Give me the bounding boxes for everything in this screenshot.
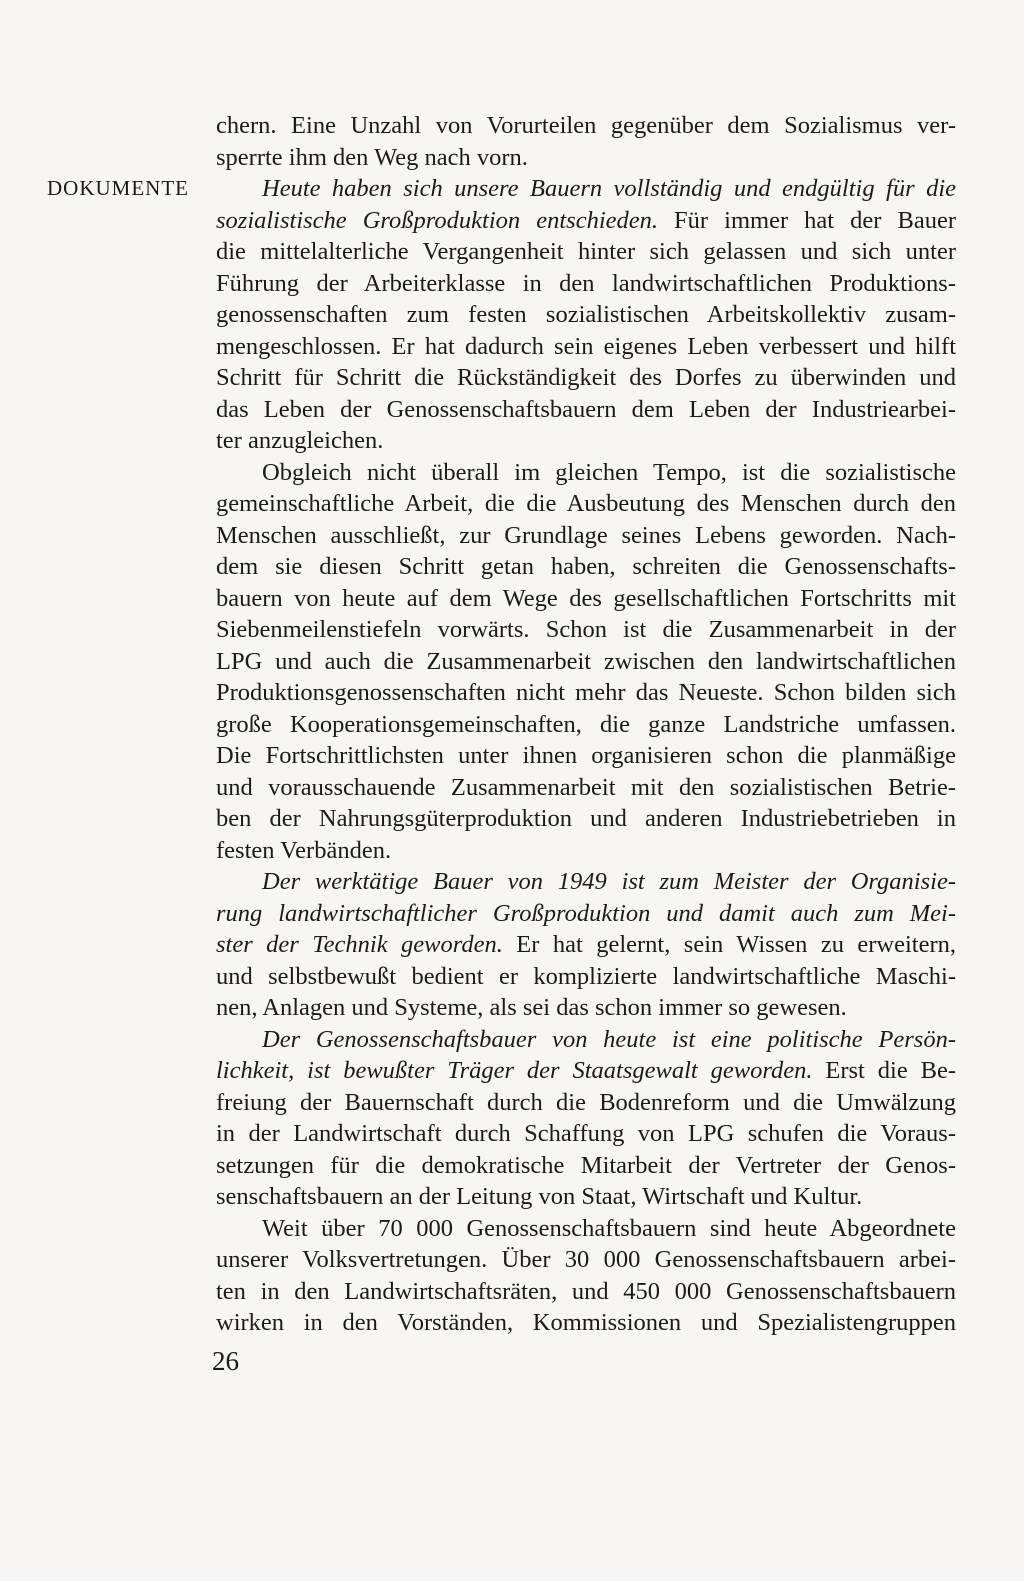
text-segment: in der Landwirtschaft durch Schaffung von LPG schufen die Voraus- xyxy=(216,1120,956,1147)
text-segment: Produktionsgenossenschaften nicht mehr das Neueste. Schon bilden sich xyxy=(216,679,956,706)
text-line xyxy=(216,709,956,741)
text-line xyxy=(216,772,956,804)
text-line xyxy=(216,205,956,237)
text-segment: sperrte ihm den Weg nach vorn. xyxy=(216,143,528,171)
text-line xyxy=(216,1213,956,1245)
text-line xyxy=(216,898,956,930)
italic-text-segment: Der Genossenschaftsbauer von heute ist eine politische Persön- xyxy=(262,1025,956,1053)
text-line xyxy=(216,142,956,174)
text-line xyxy=(216,1118,956,1150)
text-line xyxy=(216,1181,956,1213)
text-line xyxy=(216,236,956,268)
text-line xyxy=(216,457,956,489)
text-line xyxy=(216,583,956,615)
text-line xyxy=(216,961,956,993)
text-segment: Die Fortschrittlichsten unter ihnen organisieren schon die planmäßige xyxy=(216,742,956,769)
text-segment: freiung der Bauernschaft durch die Bodenreform und die Umwälzung xyxy=(216,1088,956,1116)
text-segment: dem sie diesen Schritt getan haben, schreiten die Genossenschafts- xyxy=(216,553,956,580)
text-line xyxy=(216,299,956,331)
text-segment: senschaftsbauern an der Leitung von Staat, Wirtschaft und Kultur. xyxy=(216,1183,863,1210)
text-line xyxy=(216,1307,956,1339)
text-segment: unserer Volksvertretungen. Über 30 000 Genossenschaftsbauern arbei- xyxy=(216,1246,956,1273)
text-segment: mengeschlossen. Er hat dadurch sein eigenes Leben verbessert und hilft xyxy=(216,332,956,360)
italic-text-segment: rung landwirtschaftlicher Großproduktion und damit auch zum Mei- xyxy=(216,899,956,927)
text-segment: Erst die Be- xyxy=(812,1057,956,1084)
text-segment: Obgleich nicht überall im gleichen Tempo, ist die sozialistische xyxy=(262,458,956,486)
text-segment: ter anzugleichen. xyxy=(216,427,384,454)
text-line xyxy=(216,929,956,961)
text-line xyxy=(216,520,956,552)
text-line xyxy=(216,646,956,678)
text-line xyxy=(216,835,956,867)
text-segment: ten in den Landwirtschaftsräten, und 450 000 Genossenschaftsbauern xyxy=(216,1277,956,1305)
text-line xyxy=(216,268,956,300)
text-line xyxy=(216,331,956,363)
text-segment: Führung der Arbeiterklasse in den landwirtschaftlichen Produktions- xyxy=(216,269,956,297)
text-segment: setzungen für die demokratische Mitarbeit der Vertreter der Genos- xyxy=(216,1151,956,1179)
text-line xyxy=(216,425,956,457)
text-line xyxy=(216,992,956,1024)
text-segment: nen, Anlagen und Systeme, als sei das schon immer so gewesen. xyxy=(216,994,847,1021)
text-segment: chern. Eine Unzahl von Vorurteilen gegenüber dem Sozialismus ver- xyxy=(216,112,956,139)
text-segment: LPG und auch die Zusammenarbeit zwischen den landwirtschaftlichen xyxy=(216,647,956,675)
text-line xyxy=(216,1055,956,1087)
text-segment: und selbstbewußt bedient er komplizierte landwirtschaftliche Maschi- xyxy=(216,962,956,990)
text-segment: das Leben der Genossenschaftsbauern dem Leben der Industriearbei- xyxy=(216,395,956,423)
text-segment: Menschen ausschließt, zur Grundlage seines Lebens geworden. Nach- xyxy=(216,521,956,549)
text-line xyxy=(216,1087,956,1119)
text-line xyxy=(216,110,956,142)
text-segment: und vorausschauende Zusammenarbeit mit den sozialistischen Betrie- xyxy=(216,773,956,801)
margin-label: DOKUMENTE xyxy=(47,176,189,200)
text-segment: Schritt für Schritt die Rückständigkeit des Dorfes zu überwinden und xyxy=(216,364,956,391)
text-line xyxy=(216,740,956,772)
italic-text-segment: lichkeit, ist bewußter Träger der Staatsgewalt geworden. xyxy=(216,1057,813,1084)
text-line xyxy=(216,803,956,835)
text-line xyxy=(216,677,956,709)
text-line xyxy=(216,551,956,583)
text-segment: wirken in den Vorständen, Kommissionen und Spezialistengruppen xyxy=(216,1309,956,1336)
text-line xyxy=(216,1244,956,1276)
text-segment: große Kooperationsgemeinschaften, die ganze Landstriche umfassen. xyxy=(216,710,956,738)
text-segment: bauern von heute auf dem Wege des gesellschaftlichen Fortschritts mit xyxy=(216,584,956,612)
italic-text-segment: ster der Technik geworden. xyxy=(216,931,503,958)
text-line xyxy=(216,1150,956,1182)
text-line xyxy=(216,866,956,898)
page-number: 26 xyxy=(212,1346,239,1376)
body-text xyxy=(216,110,956,1339)
italic-text-segment: Heute haben sich unsere Bauern vollständig und endgültig für die xyxy=(262,175,956,202)
italic-text-segment: Der werktätige Bauer von 1949 ist zum Meister der Organisie- xyxy=(262,868,956,895)
text-segment: genossenschaften zum festen sozialistischen Arbeitskollektiv zusam- xyxy=(216,301,956,328)
text-segment: ben der Nahrungsgüterproduktion und anderen Industriebetrieben in xyxy=(216,805,956,832)
text-segment: gemeinschaftliche Arbeit, die die Ausbeutung des Menschen durch den xyxy=(216,490,956,517)
text-segment: festen Verbänden. xyxy=(216,836,392,864)
text-line xyxy=(216,362,956,394)
italic-text-segment: sozialistische Großproduktion entschieden. xyxy=(216,206,658,234)
text-segment: Er hat gelernt, sein Wissen zu erweitern, xyxy=(502,931,956,958)
text-line xyxy=(216,173,956,205)
text-segment: Für immer hat der Bauer xyxy=(658,206,957,234)
text-line xyxy=(216,1276,956,1308)
text-line xyxy=(216,614,956,646)
text-line xyxy=(216,394,956,426)
text-segment: die mittelalterliche Vergangenheit hinter sich gelassen und sich unter xyxy=(216,238,956,265)
text-segment: Weit über 70 000 Genossenschaftsbauern sind heute Abgeordnete xyxy=(262,1214,956,1242)
text-segment: Siebenmeilenstiefeln vorwärts. Schon ist die Zusammenarbeit in der xyxy=(216,616,956,643)
text-line xyxy=(216,488,956,520)
text-line xyxy=(216,1024,956,1056)
